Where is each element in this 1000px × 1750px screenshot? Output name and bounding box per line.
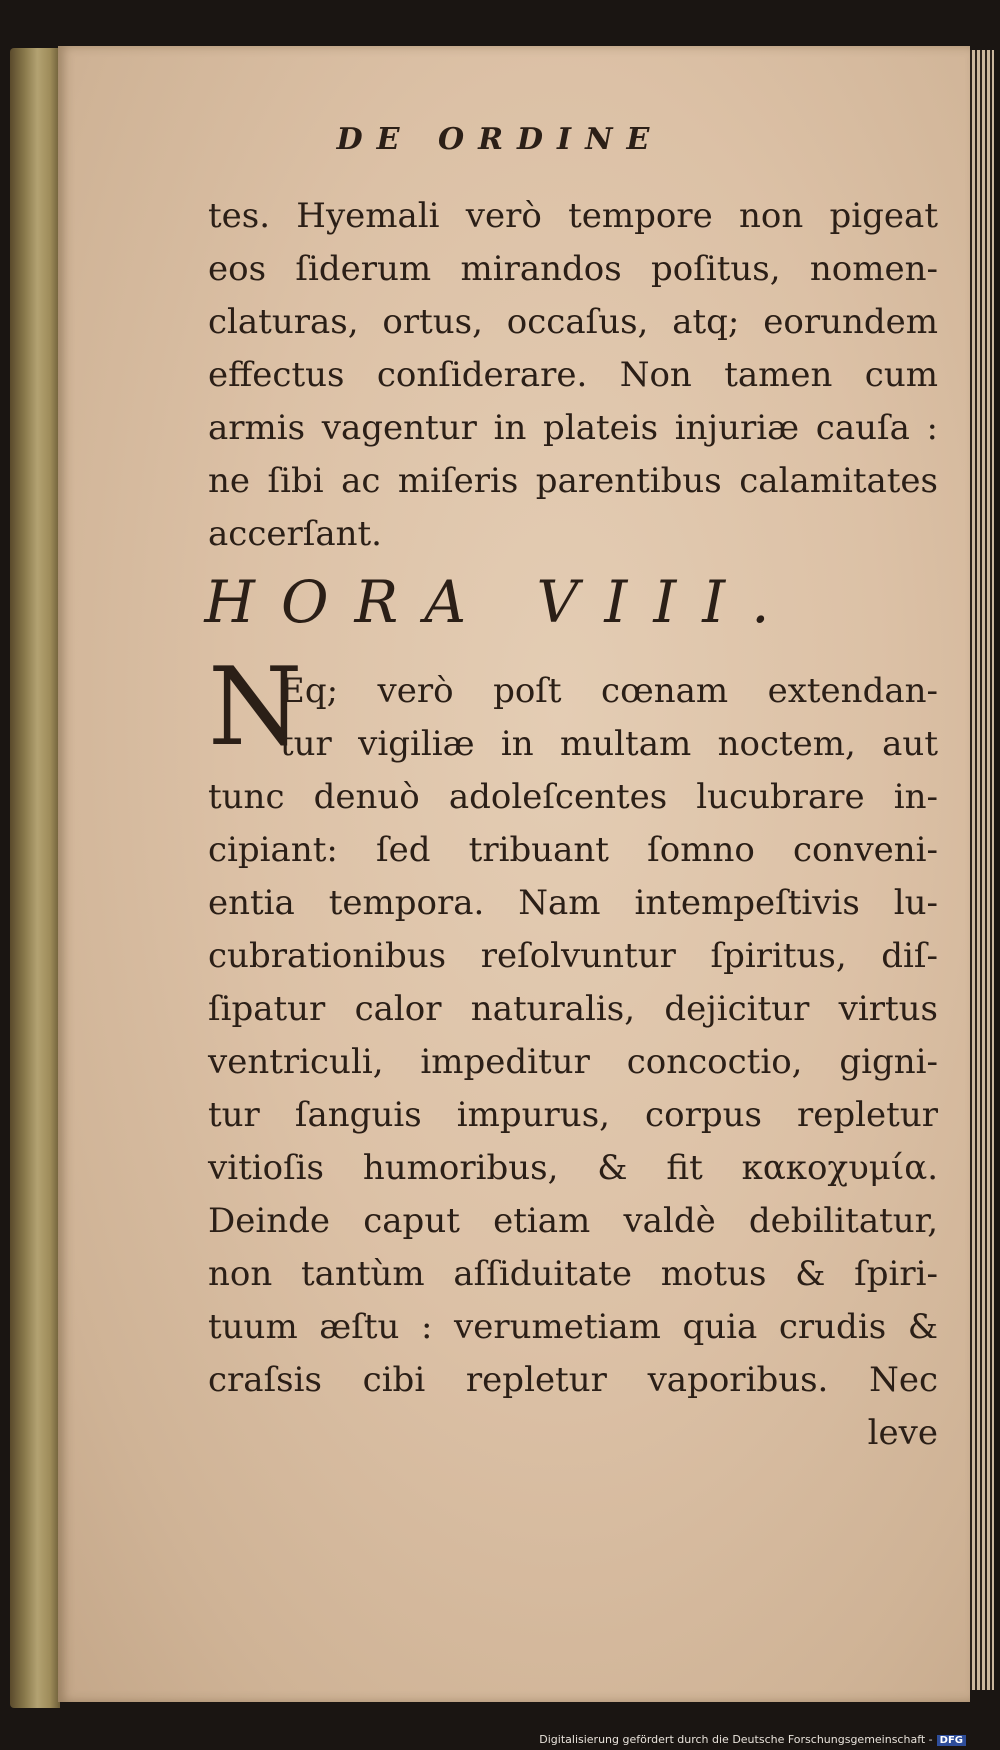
text-line: tunc denuò adoleſcentes lucubrare in-	[208, 777, 938, 817]
text-line: tur ſanguis impurus, corpus repletur	[208, 1095, 938, 1135]
text-line: cipiant: ſed tribuant ſomno conveni-	[208, 830, 938, 870]
text-line: eos ſiderum mirandos poſitus, nomen-	[208, 249, 938, 289]
text-line: non tantùm aſſiduitate motus & ſpiri-	[208, 1254, 938, 1294]
text-line: accerſant.	[208, 514, 382, 554]
dfg-logo: DFG	[937, 1735, 966, 1746]
catchword: leve	[867, 1413, 938, 1453]
text-line: tuum æſtu : verumetiam quia crudis &	[208, 1307, 938, 1347]
text-line: cubrationibus reſolvuntur ſpiritus, diſ-	[208, 936, 938, 976]
text-line: Deinde caput etiam valdè debilitatur,	[208, 1201, 938, 1241]
text-line: ne ſibi ac miſeris parentibus calamitates	[208, 461, 938, 501]
running-head: DE ORDINE	[336, 122, 664, 157]
text-line: ſipatur calor naturalis, dejicitur virtus	[208, 989, 938, 1029]
paragraph-top	[208, 190, 938, 561]
text-line: entia tempora. Nam intempeſtivis lu-	[208, 883, 938, 923]
text-line: ventriculi, impeditur concoctio, gigni-	[208, 1042, 938, 1082]
text-line: claturas, ortus, occaſus, atq; eorundem	[208, 302, 938, 342]
drop-cap: N	[208, 645, 303, 770]
text-line: tes. Hyemali verò tempore non pigeat	[208, 196, 938, 236]
book-spine-edge	[10, 48, 60, 1708]
paragraph-main	[208, 665, 938, 1460]
text-line: craſsis cibi repletur vaporibus. Nec	[208, 1360, 938, 1400]
text-line: Eq; verò poſt cœnam extendan-	[280, 671, 938, 711]
section-heading: HORA VIII.	[204, 568, 796, 636]
text-line: armis vagentur in plateis injuriæ cauſa :	[208, 408, 938, 448]
digitization-credit	[539, 1733, 966, 1746]
text-line: tur vigiliæ in multam noctem, aut	[280, 724, 938, 764]
text-line: effectus conſiderare. Non tamen cum	[208, 355, 938, 395]
credit-text: Digitalisierung gefördert durch die Deutsche Forschungsgemeinschaft -	[539, 1733, 933, 1746]
text-line: vitioſis humoribus, & fit κακοχυμία.	[208, 1148, 938, 1188]
